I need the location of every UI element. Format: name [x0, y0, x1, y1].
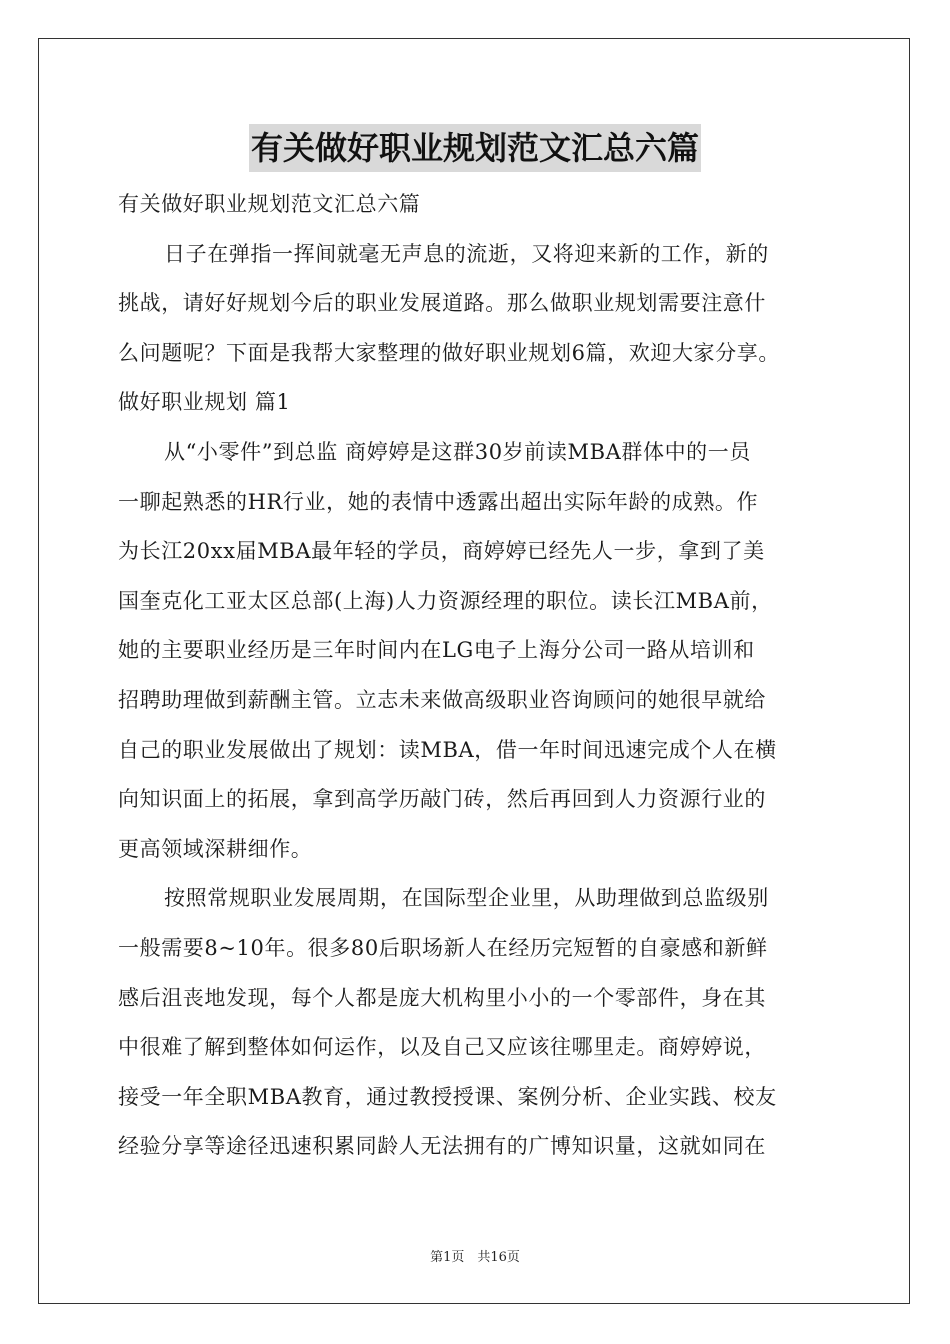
paragraph-line: 为长江20xx届MBA最年轻的学员，商婷婷已经先人一步，拿到了美 — [118, 539, 765, 564]
paragraph-line: 感后沮丧地发现，每个人都是庞大机构里小小的一个零部件，身在其 — [118, 985, 766, 1010]
paragraph-line: 中很难了解到整体如何运作，以及自己又应该往哪里走。商婷婷说， — [118, 1035, 766, 1060]
page-footer — [0, 1246, 950, 1265]
paragraph-line: 日子在弹指一挥间就毫无声息的流逝，又将迎来新的工作，新的 — [164, 241, 769, 266]
paragraph-line: 从“小零件”到总监 商婷婷是这群30岁前读MBA群体中的一员 — [164, 439, 751, 464]
paragraph-line: 挑战，请好好规划今后的职业发展道路。那么做职业规划需要注意什 — [118, 291, 766, 316]
title-container — [0, 124, 950, 172]
paragraph-line: 一聊起熟悉的HR行业，她的表情中透露出超出实际年龄的成熟。作 — [118, 489, 759, 514]
paragraph-line: 一般需要8~10年。很多80后职场新人在经历完短暂的自豪感和新鲜 — [118, 935, 768, 960]
document-body — [118, 180, 834, 1172]
paragraph-line: 按照常规职业发展周期，在国际型企业里，从助理做到总监级别 — [164, 886, 769, 911]
paragraph-line: 更高领域深耕细作。 — [118, 836, 313, 861]
paragraph-line: 国奎克化工亚太区总部(上海)人力资源经理的职位。读长江MBA前， — [118, 588, 773, 613]
paragraph-line: 向知识面上的拓展，拿到高学历敲门砖，然后再回到人力资源行业的 — [118, 787, 766, 812]
paragraph-line: 接受一年全职MBA教育，通过教授授课、案例分析、企业实践、校友 — [118, 1084, 777, 1109]
section-heading: 做好职业规划 篇1 — [118, 390, 291, 415]
paragraph-line: 经验分享等途径迅速积累同龄人无法拥有的广博知识量，这就如同在 — [118, 1134, 766, 1159]
paragraph-line: 么问题呢？下面是我帮大家整理的做好职业规划6篇，欢迎大家分享。 — [118, 340, 780, 365]
subtitle-line: 有关做好职业规划范文汇总六篇 — [118, 192, 421, 216]
document-title: 有关做好职业规划范文汇总六篇 — [249, 124, 701, 172]
paragraph-line: 自己的职业发展做出了规划：读MBA，借一年时间迅速完成个人在横 — [118, 737, 777, 762]
page-number: 第1页 共16页 — [430, 1250, 520, 1265]
paragraph-line: 她的主要职业经历是三年时间内在LG电子上海分公司一路从培训和 — [118, 638, 755, 663]
paragraph-line: 招聘助理做到薪酬主管。立志未来做高级职业咨询顾问的她很早就给 — [118, 687, 766, 712]
